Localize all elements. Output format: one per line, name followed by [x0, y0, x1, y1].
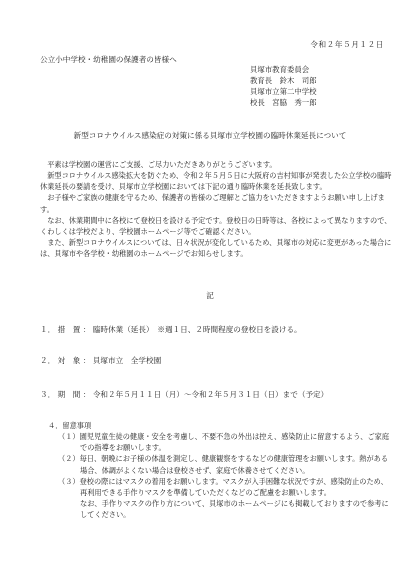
note-item: （３）登校の際にはマスクの着用をお願いします。マスクが入手困難な状況ですが、感染防止のため、再利用できる手作りマスクを準備していただくなどのご配慮をお願いします。: [58, 476, 388, 497]
document-body: [40, 159, 392, 259]
item-period: [40, 389, 392, 401]
item-value: 令和２年５月１１日（月）～令和２年５月３１日（日）まで（予定）: [92, 390, 329, 399]
body-paragraph: なお、休業期間中に各校にて登校日を設ける予定です。登校日の日時等は、各校によって異なりますので、くわしくは学校だより、学校園ホームページ等でご確認ください。: [40, 215, 392, 236]
addressee: 公立小中学校・幼稚園の保護者の皆様へ: [40, 55, 177, 64]
item-label: 措 置: [57, 325, 81, 334]
document-title: 新型コロナウイルス感染症の対策に係る貝塚市立学校園の臨時休業延長について: [73, 131, 347, 140]
item-target: [40, 355, 392, 367]
document-date: 令和２年５月１２日: [310, 40, 384, 49]
body-paragraph: また、新型コロナウイルスについては、日々状況が変化しているため、貝塚市の対応に変更があった場合には、貝塚市や各学校・幼稚園のホームページでお知らせします。: [40, 238, 392, 259]
item-separator: ：: [82, 325, 91, 334]
item-separator: ：: [82, 356, 91, 365]
item-value: 臨時休業（延長） ※週１日、２時間程度の登校日を設ける。: [92, 325, 302, 334]
item-measure: [40, 324, 392, 336]
body-paragraph: お子様やご家族の健康を守るため、保護者の皆様のご理解とご協力をいただきますようお願い申し上げます。: [40, 193, 385, 214]
notes-section: [40, 420, 392, 520]
sender-line: 校長 宮脇 秀一郎: [250, 98, 317, 108]
item-separator: ：: [82, 390, 91, 399]
item-number: １．: [40, 325, 56, 334]
note-item: （１）園児児童生徒の健康・安全を考慮し、不要不急の外出は控え、感染防止に留意するよう、ご家庭での指導をお願いします。: [58, 432, 390, 453]
item-number: ２．: [40, 356, 56, 365]
item-label: 期 間: [57, 390, 81, 399]
sender-line: 貝塚市立第二中学校: [250, 87, 317, 97]
note-extra: なお、手作りマスクの作り方について、貝塚市のホームページにも掲載しておりますので参考にしてください。: [80, 499, 389, 520]
item-label: 対 象: [57, 356, 81, 365]
sender-line: 貝塚市教育委員会: [250, 65, 310, 74]
body-paragraph: 新型コロナウイルス感染拡大を防ぐため、令和２年５月５日に大阪府の吉村知事が発表した公立学校の臨時休業延長の要請を受け、貝塚市立学校園においては下記の通り臨時休業を延長致します。: [40, 171, 392, 192]
ki-heading: 記: [206, 291, 214, 300]
sender-block: [250, 64, 317, 108]
item-value: 貝塚市立 全学校園: [92, 356, 162, 365]
body-paragraph: 平素は学校園の運営にご支援、ご尽力いただきありがとうございます。: [47, 160, 277, 169]
notes-title: ４．留意事項: [48, 421, 92, 430]
item-number: ３．: [40, 390, 56, 399]
sender-line: 教育長 鈴木 司郎: [250, 76, 317, 86]
note-item: （２）毎日、朝晩にお子様の体温を測定し、健康観察をするなどの健康管理をお願いします。熱がある場合、体調がよくない場合は登校させず、家庭で休養させてください。: [58, 454, 389, 475]
